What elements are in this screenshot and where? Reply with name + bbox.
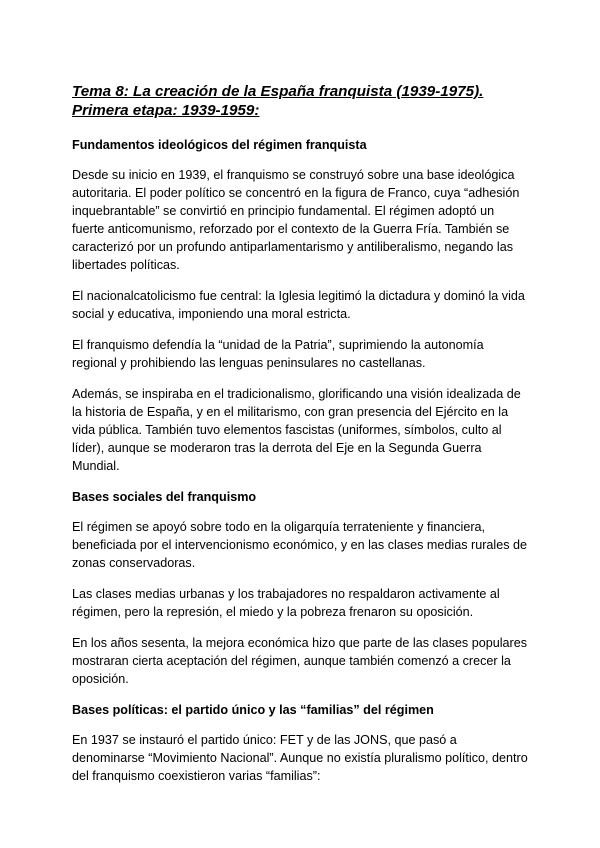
- paragraph: El régimen se apoyó sobre todo en la oligarquía terrateniente y financiera, beneficiada por el intervencionismo económico, y en las clases medias rurales de zonas conservadoras.: [72, 520, 528, 570]
- section-heading: Bases sociales del franquismo: [72, 490, 257, 504]
- paragraph: El nacionalcatolicismo fue central: la Iglesia legitimó la dictadura y dominó la vida social y educativa, imponiendo una moral estricta.: [72, 289, 525, 321]
- paragraph: Además, se inspiraba en el tradicionalismo, glorificando una visión idealizada de la historia de España, y en el militarismo, con gran presencia del Ejército en la vida pública. También tuvo elementos fascistas (uniformes, símbolos, culto al líder), aunque se moderaron tras la derrota del Eje en la Segunda Guerra Mundial.: [72, 387, 521, 473]
- paragraph: En los años sesenta, la mejora económica hizo que parte de las clases populares mostraran cierta aceptación del régimen, aunque también comenzó a crecer la oposición.: [72, 636, 528, 686]
- paragraph: Desde su inicio en 1939, el franquismo se construyó sobre una base ideológica autoritaria. El poder político se concentró en la figura de Franco, cuya “adhesión inquebrantable” se convirtió en principio fundamental. El régimen adoptó un fuerte anticomunismo, reforzado por el contexto de la Guerra Fría. También se caracterizó por un profundo antiparlamentarismo y antiliberalismo, negando las libertades políticas.: [72, 168, 520, 272]
- paragraph: En 1937 se instauró el partido único: FET y de las JONS, que pasó a denominarse “Movimiento Nacional”. Aunque no existía pluralismo político, dentro del franquismo coexistieron varias “familias”:: [72, 733, 528, 783]
- section-heading: Bases políticas: el partido único y las “familias” del régimen: [72, 703, 434, 717]
- section-heading: Fundamentos ideológicos del régimen franquista: [72, 138, 367, 152]
- section-ideological-foundations: [72, 136, 528, 475]
- document-title: [72, 82, 528, 120]
- section-political-bases: [72, 701, 528, 785]
- document-page: [72, 82, 528, 798]
- section-social-bases: [72, 488, 528, 688]
- document-title-line-2: Primera etapa: 1939-1959:: [72, 102, 260, 119]
- document-title-line-1: Tema 8: La creación de la España franquista (1939-1975).: [72, 83, 484, 100]
- paragraph: El franquismo defendía la “unidad de la Patria”, suprimiendo la autonomía regional y prohibiendo las lenguas peninsulares no castellanas.: [72, 338, 484, 370]
- paragraph: Las clases medias urbanas y los trabajadores no respaldaron activamente al régimen, pero la represión, el miedo y la pobreza frenaron su oposición.: [72, 587, 500, 619]
